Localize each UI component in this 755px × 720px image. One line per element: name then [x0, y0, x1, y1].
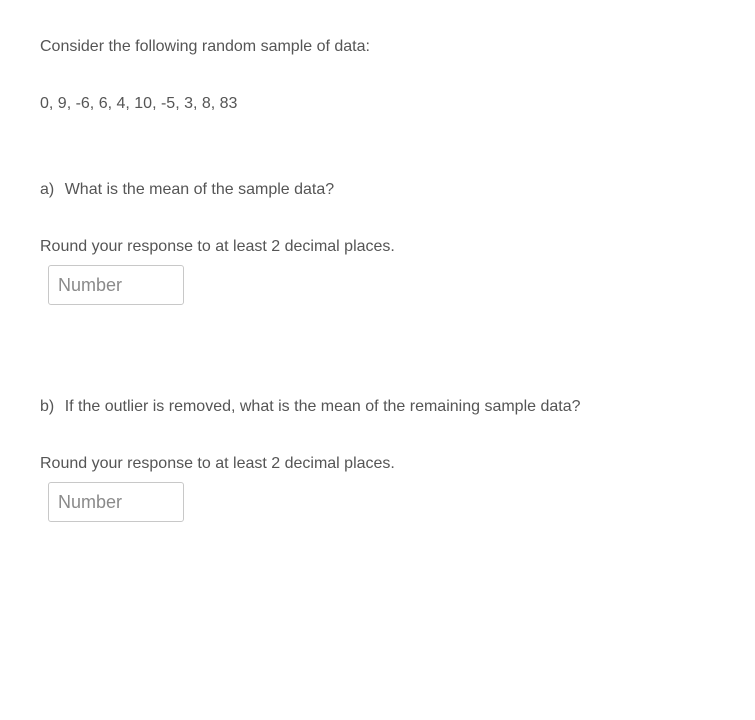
sample-data: 0, 9, -6, 6, 4, 10, -5, 3, 8, 83: [40, 95, 238, 112]
part-b-label: b): [40, 398, 55, 415]
part-a-instruction: Round your response to at least 2 decimal places.: [40, 238, 395, 255]
part-b-instruction: Round your response to at least 2 decimal places.: [40, 455, 395, 472]
part-a-label: a): [40, 181, 55, 198]
part-a-question: [40, 181, 334, 199]
part-b-answer-input[interactable]: [48, 482, 184, 522]
part-b-question: [40, 398, 581, 416]
part-a-question-text: What is the mean of the sample data?: [64, 181, 335, 198]
problem-intro: Consider the following random sample of data:: [40, 38, 370, 55]
part-a-answer-input[interactable]: [48, 265, 184, 305]
part-b-question-text: If the outlier is removed, what is the mean of the remaining sample data?: [64, 398, 581, 415]
